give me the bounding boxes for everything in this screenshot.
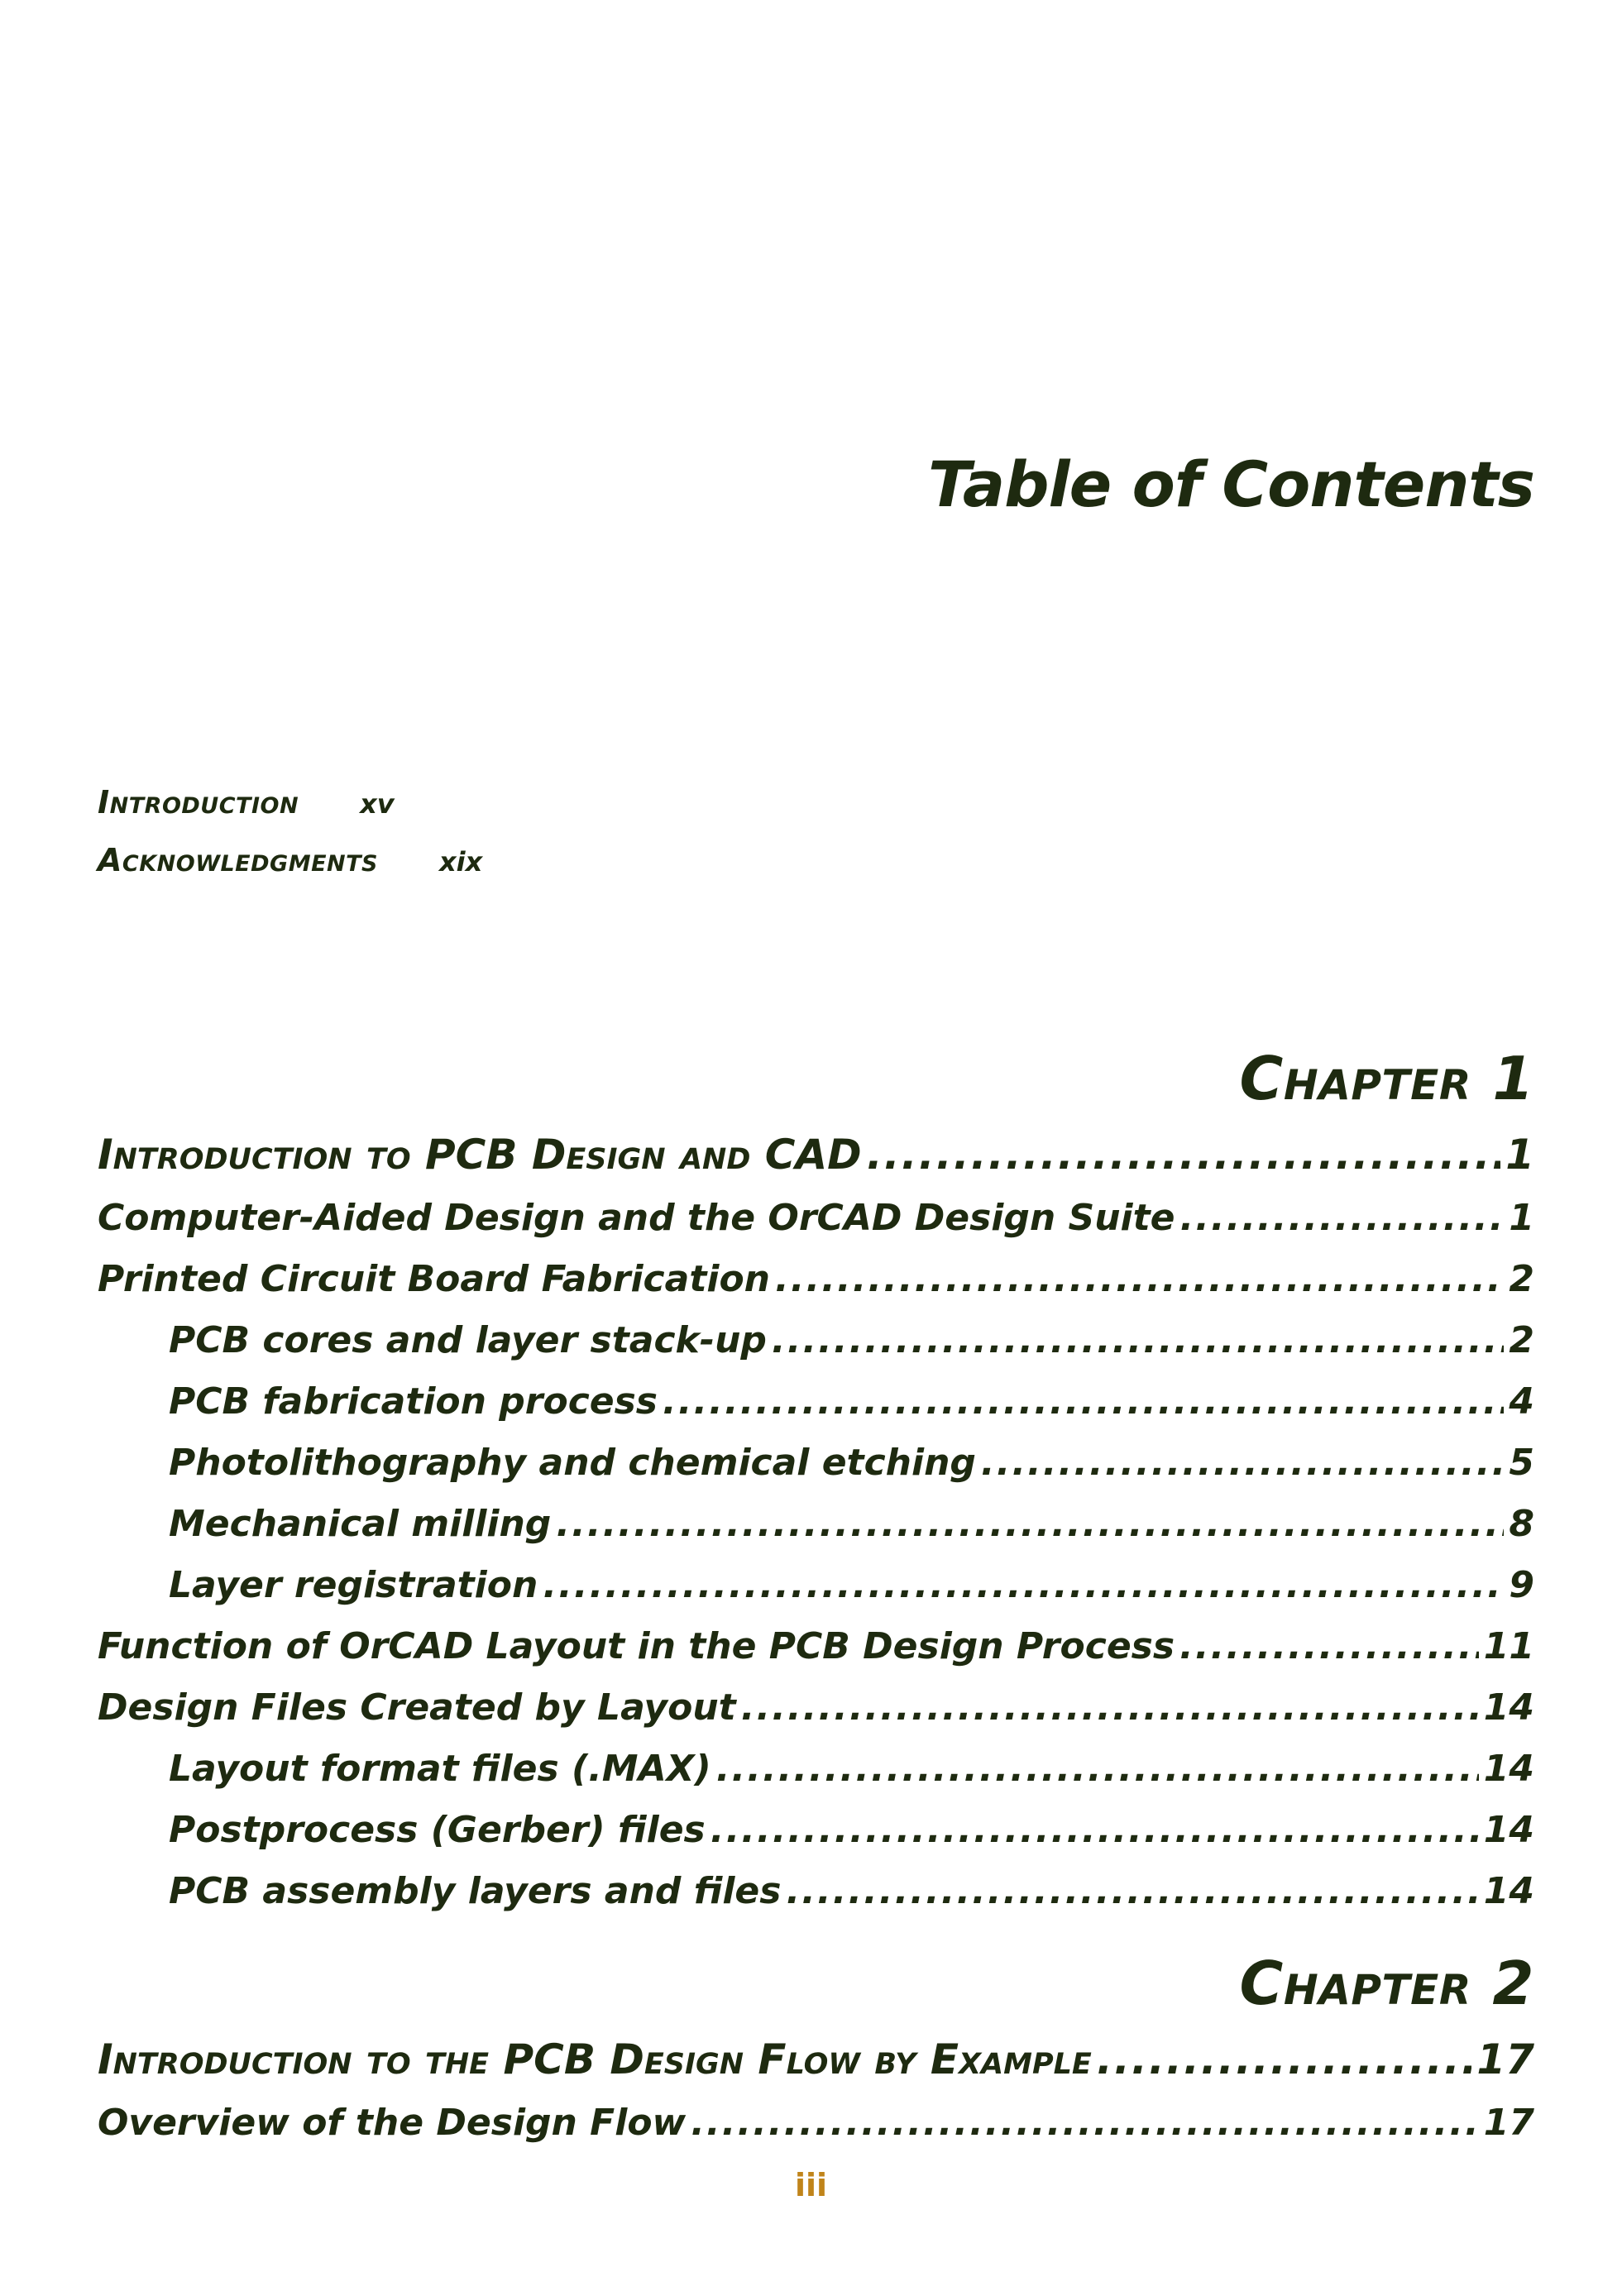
toc-entry-text: Mechanical milling <box>169 1503 552 1545</box>
front-matter-title: Acknowledgments <box>98 842 378 878</box>
toc-page-number: 14 <box>1483 1748 1534 1790</box>
toc-entry[interactable] <box>98 1249 1534 1310</box>
toc-page-number: 8 <box>1509 1503 1534 1545</box>
toc-entry[interactable] <box>98 1188 1534 1249</box>
toc-page-number: 17 <box>1476 2035 1534 2083</box>
toc-entry-text: Introduction to the PCB Design Flow by Example <box>98 2035 1092 2083</box>
toc-page-number: 5 <box>1509 1442 1534 1484</box>
toc-page-number: 4 <box>1509 1380 1534 1423</box>
toc-subentry[interactable] <box>98 1494 1534 1555</box>
front-matter-page: xv <box>360 788 395 820</box>
front-matter-list <box>98 784 842 900</box>
toc-entry-text: Layout format files (.MAX) <box>169 1748 711 1790</box>
dot-leader <box>543 1555 1504 1616</box>
toc-subentry[interactable] <box>98 1555 1534 1616</box>
toc-entry[interactable] <box>98 1677 1534 1739</box>
toc-page-number: 1 <box>1509 1197 1534 1239</box>
toc-entry-text: Function of OrCAD Layout in the PCB Design Process <box>98 1625 1175 1667</box>
dot-leader <box>775 1249 1504 1310</box>
chapter-2-block <box>98 1949 1534 2154</box>
toc-subentry[interactable] <box>98 1739 1534 1800</box>
dot-leader <box>772 1310 1504 1371</box>
toc-page-number: 2 <box>1509 1319 1534 1361</box>
toc-entry-text: Introduction to PCB Design and CAD <box>98 1131 862 1179</box>
toc-chapter-entry[interactable] <box>98 2026 1534 2093</box>
toc-page-number: 1 <box>1505 1131 1534 1179</box>
front-matter-item-acknowledgments[interactable] <box>98 842 842 900</box>
chapter-1-block <box>98 1044 1534 1922</box>
toc-entry-text: Layer registration <box>169 1564 538 1606</box>
toc-entry-text: PCB assembly layers and files <box>169 1870 782 1912</box>
toc-entry[interactable] <box>98 1616 1534 1677</box>
toc-page-number: 14 <box>1483 1809 1534 1851</box>
chapter-label: Chapter 1 <box>1239 1044 1534 1113</box>
front-matter-item-introduction[interactable] <box>98 784 842 842</box>
toc-subentry[interactable] <box>98 1800 1534 1861</box>
toc-page-number: 9 <box>1509 1564 1534 1606</box>
toc-page-number: 2 <box>1509 1258 1534 1300</box>
dot-leader <box>716 1739 1479 1800</box>
page-title: Table of Contents <box>928 447 1534 521</box>
toc-subentry[interactable] <box>98 1861 1534 1922</box>
toc-entry-text: PCB fabrication process <box>169 1380 658 1423</box>
toc-subentry[interactable] <box>98 1310 1534 1371</box>
front-matter-page: xix <box>438 846 483 878</box>
dot-leader <box>663 1371 1504 1433</box>
dot-leader <box>1179 1188 1504 1249</box>
toc-page-number: 14 <box>1483 1686 1534 1729</box>
toc-entry-text: Overview of the Design Flow <box>98 2102 687 2144</box>
toc-entry-text: Photolithography and chemical etching <box>169 1442 976 1484</box>
page-folio: iii <box>794 2167 828 2203</box>
toc-entry-text: Postprocess (Gerber) files <box>169 1809 706 1851</box>
toc-subentry[interactable] <box>98 1433 1534 1494</box>
dot-leader <box>691 2093 1479 2154</box>
toc-entry-text: Design Files Created by Layout <box>98 1686 736 1729</box>
dot-leader <box>1179 1616 1479 1677</box>
toc-subentry[interactable] <box>98 1371 1534 1433</box>
dot-leader <box>741 1677 1479 1739</box>
chapter-label: Chapter 2 <box>1239 1949 1534 2018</box>
toc-page-number: 14 <box>1483 1870 1534 1912</box>
dot-leader <box>711 1800 1479 1861</box>
dot-leader <box>981 1433 1504 1494</box>
dot-leader <box>1097 2026 1472 2093</box>
toc-entry-text: PCB cores and layer stack-up <box>169 1319 767 1361</box>
dot-leader <box>786 1861 1478 1922</box>
toc-page-number: 11 <box>1483 1625 1534 1667</box>
dot-leader <box>867 1122 1501 1188</box>
front-matter-title: Introduction <box>98 784 299 820</box>
dot-leader <box>556 1494 1504 1555</box>
toc-entry-text: Printed Circuit Board Fabrication <box>98 1258 770 1300</box>
toc-entry-text: Computer-Aided Design and the OrCAD Design Suite <box>98 1197 1175 1239</box>
toc-entry[interactable] <box>98 2093 1534 2154</box>
toc-page-number: 17 <box>1483 2102 1534 2144</box>
toc-chapter-entry[interactable] <box>98 1122 1534 1188</box>
